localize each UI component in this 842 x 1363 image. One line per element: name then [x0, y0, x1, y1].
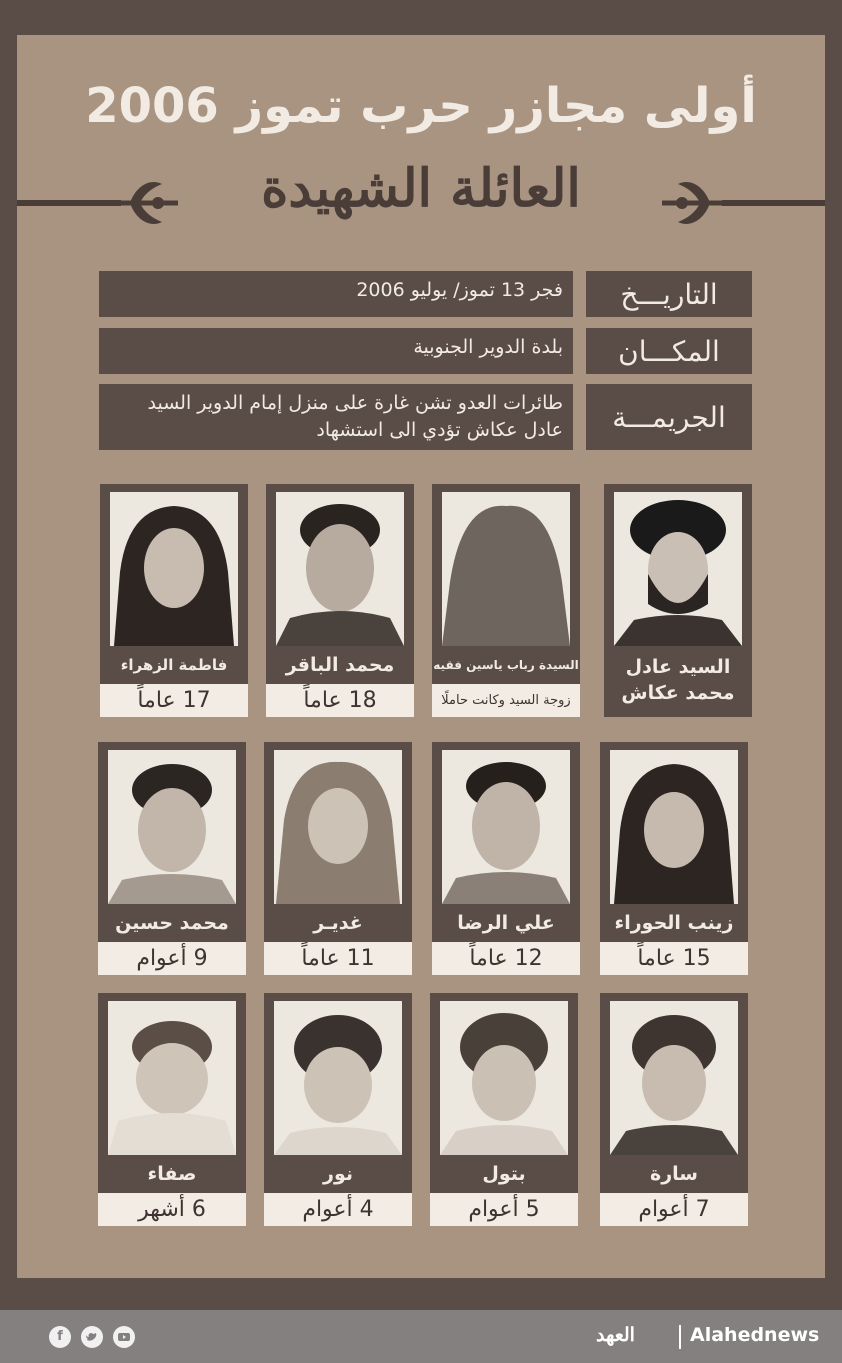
- person-name: علي الرضا: [457, 912, 555, 934]
- brand-divider: [679, 1325, 681, 1349]
- person-age: 9 أعوام: [98, 942, 246, 975]
- youtube-icon[interactable]: [113, 1326, 135, 1348]
- person-name: محمد حسين: [115, 912, 229, 934]
- person-name: السيدة رباب ياسين فقيه: [433, 658, 579, 672]
- person-name: بتول: [482, 1163, 526, 1185]
- person-age: 11 عاماً: [264, 942, 412, 975]
- info-key: المكـــان: [586, 328, 752, 374]
- person-name: نور: [323, 1163, 353, 1185]
- info-row-date: [99, 271, 752, 317]
- page-title: أولى مجازر حرب تموز 2006: [85, 78, 757, 134]
- info-key: الجريمـــة: [586, 384, 752, 450]
- portrait-photo: [442, 750, 570, 904]
- person-name: السيد عادل محمد عكاش: [621, 656, 735, 704]
- portrait-photo: [110, 492, 238, 646]
- portrait-photo: [276, 492, 404, 646]
- person-name: سارة: [650, 1163, 698, 1185]
- person-age: 18 عاماً: [266, 684, 414, 717]
- person-name: محمد الباقر: [285, 654, 395, 676]
- person-name: فاطمة الزهراء: [120, 656, 228, 674]
- person-age: 17 عاماً: [100, 684, 248, 717]
- portrait-photo: [614, 492, 742, 646]
- portrait-photo: [610, 1001, 738, 1155]
- portrait-photo: [442, 492, 570, 646]
- person-age: 5 أعوام: [430, 1193, 578, 1226]
- facebook-icon[interactable]: f: [49, 1326, 71, 1348]
- brand-english: Alahednews: [690, 1324, 820, 1346]
- info-row-crime: [99, 384, 752, 450]
- page-subtitle: العائلة الشهيدة: [261, 158, 581, 219]
- portrait-photo: [274, 1001, 402, 1155]
- person-age: 7 أعوام: [600, 1193, 748, 1226]
- person-age: 12 عاماً: [432, 942, 580, 975]
- portrait-photo: [610, 750, 738, 904]
- info-value: فجر 13 تموز/ يوليو 2006: [99, 271, 573, 317]
- portrait-photo: [274, 750, 402, 904]
- portrait-photo: [108, 750, 236, 904]
- person-name: زينب الحوراء: [614, 912, 734, 934]
- brand-arabic: العهد: [596, 1324, 635, 1346]
- person-age: 15 عاماً: [600, 942, 748, 975]
- person-age: زوجة السيد وكانت حاملًا: [432, 684, 580, 717]
- person-name: غديـر: [313, 912, 363, 934]
- portrait-photo: [440, 1001, 568, 1155]
- portrait-photo: [108, 1001, 236, 1155]
- info-value: بلدة الدوير الجنوبية: [99, 328, 573, 374]
- person-name: صفاء: [147, 1163, 197, 1185]
- person-age: 4 أعوام: [264, 1193, 412, 1226]
- info-value: طائرات العدو تشن غارة على منزل إمام الدوير السيد عادل عكاش تؤدي الى استشهاد: [99, 384, 573, 450]
- person-age: 6 أشهر: [98, 1193, 246, 1226]
- twitter-icon[interactable]: [81, 1326, 103, 1348]
- info-key: التاريـــخ: [586, 271, 752, 317]
- info-row-place: [99, 328, 752, 374]
